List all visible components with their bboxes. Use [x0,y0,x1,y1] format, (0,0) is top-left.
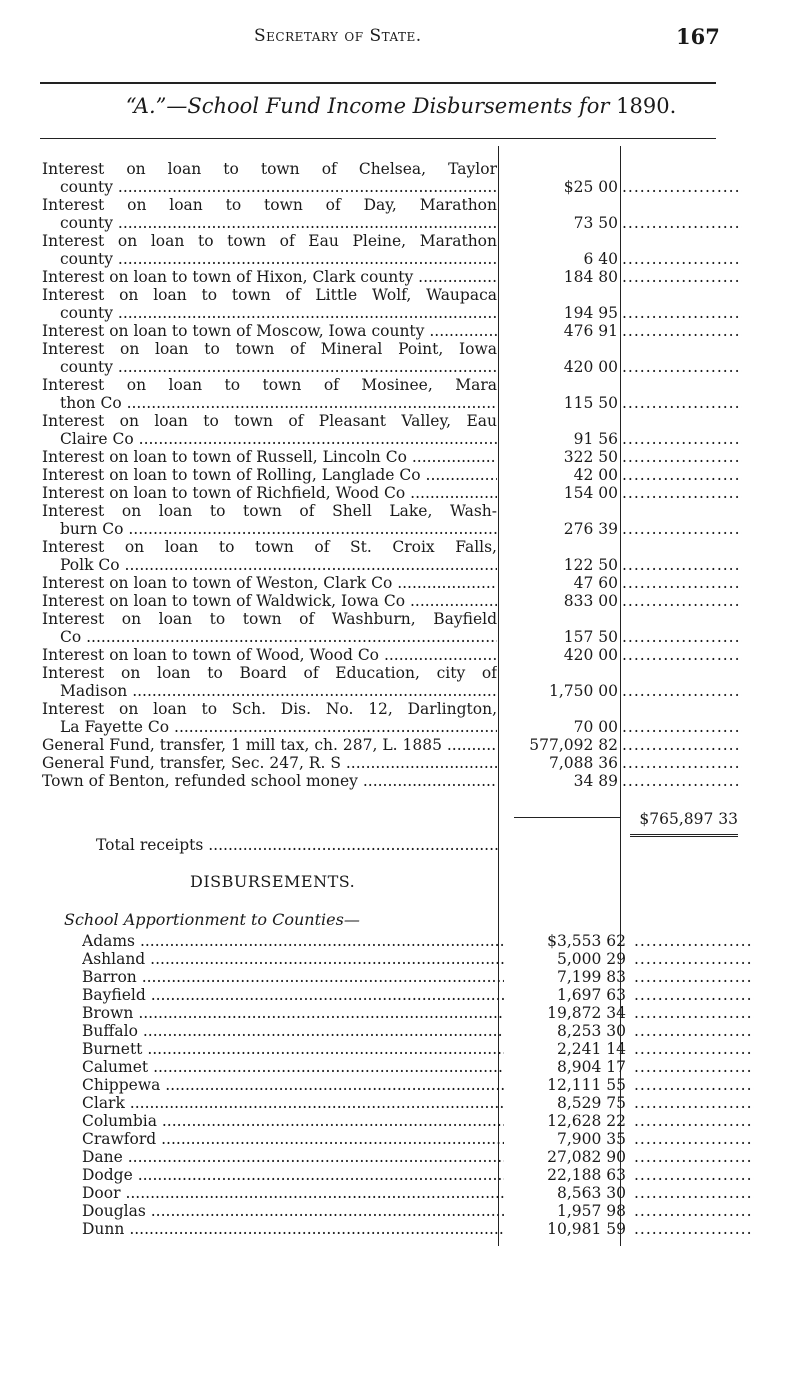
receipt-amount: 322 50 [563,448,618,466]
leader-dots [634,932,754,950]
receipt-label-cont: county ..... [42,178,497,196]
total-receipts-label: Total receipts ..... [96,836,500,854]
receipt-label-cont: Claire Co ..... [42,430,497,448]
county-name: Door ..... [82,1184,504,1202]
receipt-label: Interest on loan to Sch. Dis. No. 12, Darlington, [42,700,497,718]
receipt-amount: 420 00 [563,358,618,376]
county-name: Buffalo ..... [82,1022,504,1040]
leader-dots [634,1202,754,1220]
county-name: Burnett ..... [82,1040,504,1058]
disbursements-heading: DISBURSEMENTS. [190,872,356,891]
leader-dots [622,250,742,268]
receipt-amount: 42 00 [573,466,618,484]
subtotal-rule [514,817,620,818]
receipt-amount: 115 50 [563,394,618,412]
receipt-amount: 577,092 82 [529,736,618,754]
receipt-amount: 184 80 [563,268,618,286]
running-head [0,24,802,50]
receipt-label: Interest on loan to town of Eau Pleine, Marathon [42,232,497,250]
receipt-label: Interest on loan to town of St. Croix Falls, [42,538,497,556]
county-name: Calumet ..... [82,1058,504,1076]
running-title: Secretary of State. [254,26,422,46]
receipt-amount: 276 39 [563,520,618,538]
total-receipts-row [96,836,500,854]
receipt-label: Interest on loan to town of Wood, Wood Co ..... [42,646,497,664]
leader-dots [634,1094,754,1112]
total-amount: $765,897 33 [639,810,738,828]
leader-dots [622,304,742,322]
county-amount: 19,872 34 [547,1004,626,1022]
leader-dots [634,1112,754,1130]
leader-dots [622,268,742,286]
receipt-label: Interest on loan to town of Little Wolf, Waupaca [42,286,497,304]
county-name: Chippewa ..... [82,1076,504,1094]
county-amount: 22,188 63 [547,1166,626,1184]
table-caption [0,94,802,118]
county-amount: 5,000 29 [556,950,626,968]
county-amount: 8,529 75 [556,1094,626,1112]
county-name: Dane ..... [82,1148,504,1166]
county-name: Crawford ..... [82,1130,504,1148]
receipt-label-cont: burn Co ..... [42,520,497,538]
receipt-label-cont: county ..... [42,304,497,322]
receipt-label-cont: county ..... [42,358,497,376]
receipt-label: General Fund, transfer, 1 mill tax, ch. 287, L. 1885 ..... [42,736,497,754]
receipt-amount: 157 50 [563,628,618,646]
receipt-label-cont: county ..... [42,214,497,232]
receipt-label: Interest on loan to town of Shell Lake, Wash- [42,502,497,520]
receipt-label: Interest on loan to town of Pleasant Valley, Eau [42,412,497,430]
county-amount: 12,628 22 [547,1112,626,1130]
county-name: Barron ..... [82,968,504,986]
county-amount: 10,981 59 [547,1220,626,1238]
receipt-label: Interest on loan to town of Russell, Lincoln Co ..... [42,448,497,466]
county-amount: 12,111 55 [547,1076,626,1094]
caption-year: 1890. [616,94,677,118]
leader-dots [634,1130,754,1148]
leader-dots [634,1040,754,1058]
leader-dots [622,178,742,196]
county-name: Dodge ..... [82,1166,504,1184]
leader-dots [622,646,742,664]
page-number: 167 [676,24,720,49]
leader-dots [622,556,742,574]
leader-dots [634,1148,754,1166]
receipt-label: Interest on loan to town of Mosinee, Mara [42,376,497,394]
receipt-label: Interest on loan to town of Hixon, Clark county ..... [42,268,497,286]
leader-dots [622,484,742,502]
county-amount: 8,253 30 [556,1022,626,1040]
county-amount: 7,900 35 [556,1130,626,1148]
leader-dots [622,754,742,772]
county-name: Douglas ..... [82,1202,504,1220]
receipt-amount: $25 00 [563,178,618,196]
receipt-amount: 70 00 [573,718,618,736]
receipt-label: Interest on loan to town of Richfield, Wood Co ..... [42,484,497,502]
receipt-label-cont: Madison ..... [42,682,497,700]
county-amount: $3,553 62 [547,932,626,950]
county-name: Ashland ..... [82,950,504,968]
leader-dots [634,986,754,1004]
county-name: Bayfield ..... [82,986,504,1004]
receipt-label: General Fund, transfer, Sec. 247, R. S ..... [42,754,497,772]
receipt-label: Interest on loan to town of Mineral Point, Iowa [42,340,497,358]
county-name: Dunn ..... [82,1220,504,1238]
county-amount: 1,957 98 [556,1202,626,1220]
receipt-label: Interest on loan to town of Moscow, Iowa county ..... [42,322,497,340]
receipt-label: Interest on loan to town of Weston, Clark Co ..... [42,574,497,592]
caption-label: “A.”—School Fund Income Disbursements for [125,94,610,118]
county-amount: 8,563 30 [556,1184,626,1202]
leader-dots [622,718,742,736]
county-name: Columbia ..... [82,1112,504,1130]
receipt-label: Interest on loan to town of Waldwick, Iowa Co ..... [42,592,497,610]
receipt-amount: 1,750 00 [548,682,618,700]
caption-rule [40,138,716,139]
county-amount: 2,241 14 [556,1040,626,1058]
county-amount: 8,904 17 [556,1058,626,1076]
receipt-label: Interest on loan to town of Rolling, Langlade Co ..... [42,466,497,484]
receipt-amount: 34 89 [573,772,618,790]
receipt-amount: 194 95 [563,304,618,322]
leader-dots [634,1184,754,1202]
leader-dots [622,628,742,646]
leader-dots [622,592,742,610]
receipt-label: Interest on loan to Board of Education, city of [42,664,497,682]
county-amount: 27,082 90 [547,1148,626,1166]
receipt-amount: 420 00 [563,646,618,664]
county-name: Brown ..... [82,1004,504,1022]
receipt-amount: 154 00 [563,484,618,502]
leader-dots [622,520,742,538]
receipt-amount: 6 40 [583,250,618,268]
leader-dots [634,1220,754,1238]
county-name: Clark ..... [82,1094,504,1112]
receipt-amount: 47 60 [573,574,618,592]
leader-dots [634,1022,754,1040]
receipt-amount: 7,088 36 [548,754,618,772]
receipt-label-cont: Polk Co ..... [42,556,497,574]
receipt-amount: 91 56 [573,430,618,448]
leader-dots [622,448,742,466]
receipt-label: Interest on loan to town of Day, Marathon [42,196,497,214]
receipt-label-cont: thon Co ..... [42,394,497,412]
receipt-amount: 476 91 [563,322,618,340]
receipt-label: Town of Benton, refunded school money ..... [42,772,497,790]
receipt-label: Interest on loan to town of Washburn, Bayfield [42,610,497,628]
leader-dots [622,394,742,412]
leader-dots [622,430,742,448]
leader-dots [634,1166,754,1184]
leader-dots [622,358,742,376]
top-rule [40,82,716,84]
county-name: Adams ..... [82,932,504,950]
receipt-amount: 833 00 [563,592,618,610]
receipt-amount: 122 50 [563,556,618,574]
leader-dots [622,574,742,592]
apportionment-subheading: School Apportionment to Counties— [64,910,360,929]
leader-dots [622,682,742,700]
receipt-label-cont: county ..... [42,250,497,268]
leader-dots [634,968,754,986]
county-amount: 7,199 83 [556,968,626,986]
leader-dots [622,736,742,754]
leader-dots [634,1076,754,1094]
receipt-label-cont: La Fayette Co ..... [42,718,497,736]
leader-dots [622,322,742,340]
leader-dots [622,772,742,790]
leader-dots [634,1004,754,1022]
county-amount: 1,697 63 [556,986,626,1004]
receipt-amount: 73 50 [573,214,618,232]
receipt-label: Interest on loan to town of Chelsea, Taylor [42,160,497,178]
leader-dots [634,950,754,968]
leader-dots [622,466,742,484]
total-double-rule [630,834,738,837]
leader-dots [622,214,742,232]
leader-dots [634,1058,754,1076]
receipt-label-cont: Co ..... [42,628,497,646]
